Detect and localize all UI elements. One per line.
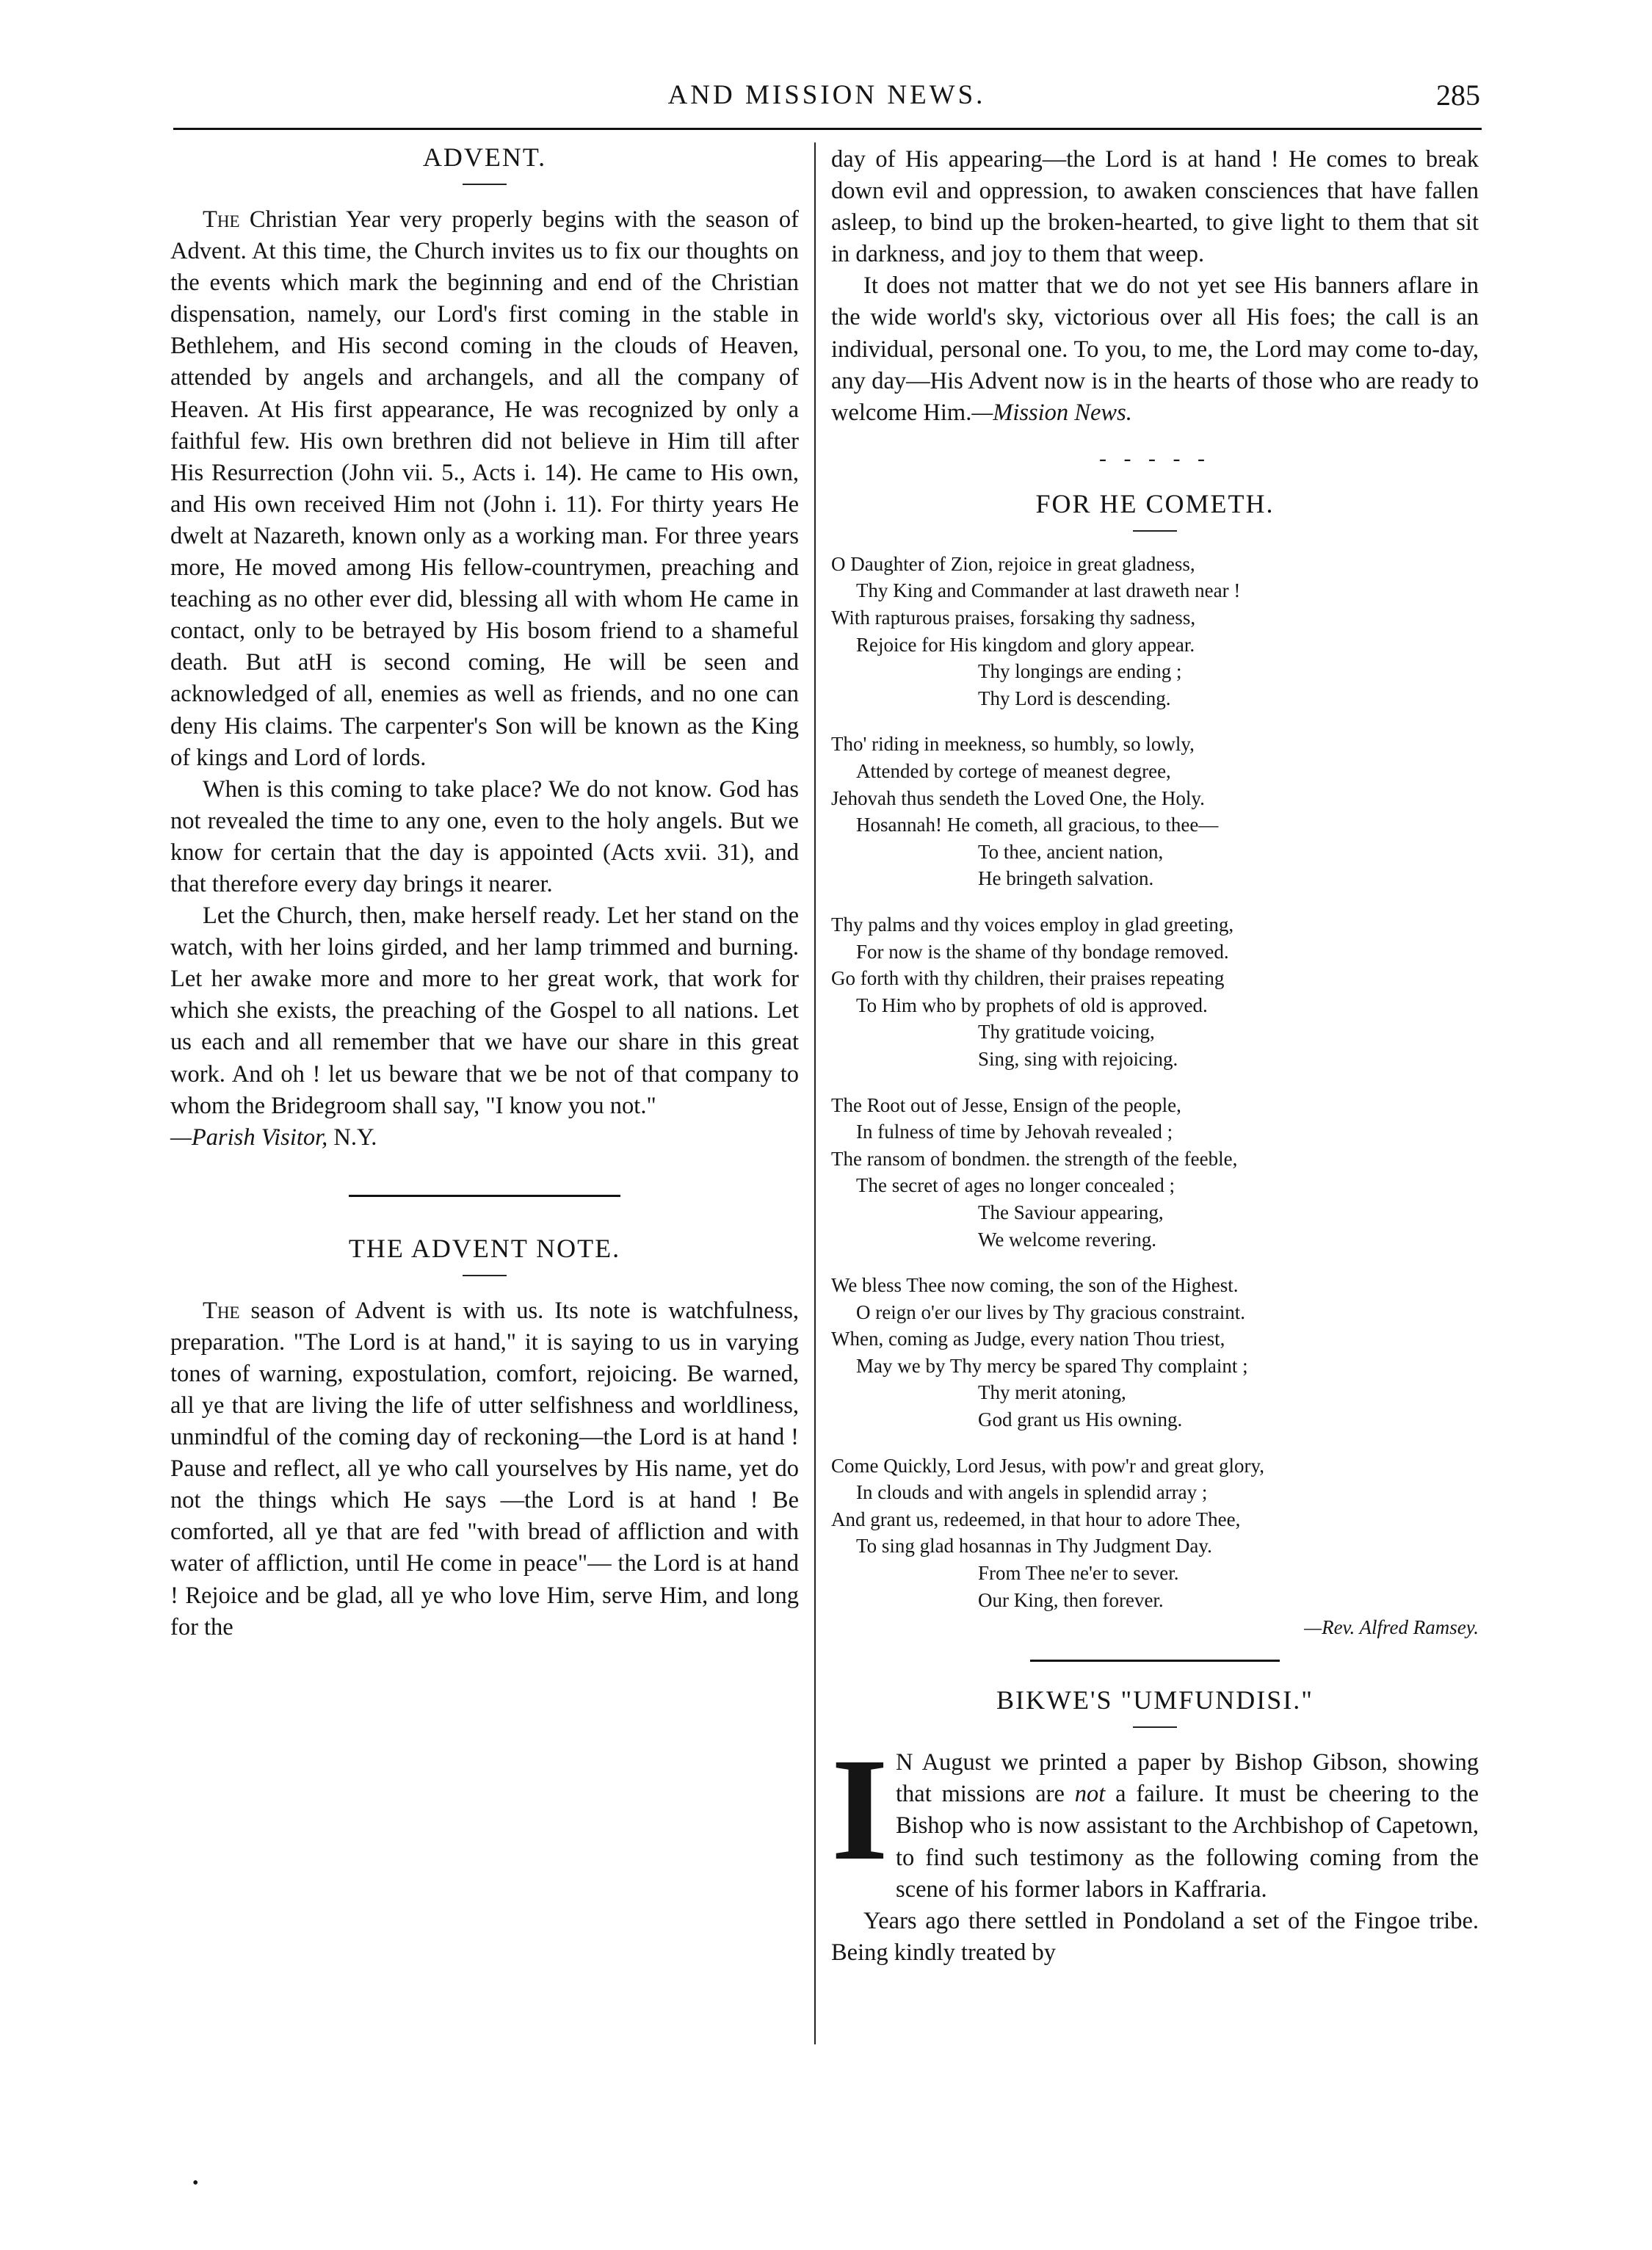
running-title: AND MISSION NEWS. [667,80,986,110]
poem-line: O Daughter of Zion, rejoice in great gladness, [831,552,1195,575]
poem-line: Rejoice for His kingdom and glory appear. [856,633,1195,656]
poem-body [831,551,1479,1639]
advent-note-paragraph-1-text: season of Advent is with us. Its note is watchfulness, preparation. "The Lord is at hand," it is saying to us in varying tones of warning, expostulation, comfort, rejoicing. Be warned, all ye that are living the life of utter selfishness and worldliness, unmindful of the coming day of reckoning—the Lord is at hand ! Pause and reflect, all ye who call yourselves by His name, yet do not the things which He says —the Lord is at hand ! Be comforted, all ye that are fed "with bread of affliction and with water of affliction, until He come in peace"— the Lord is at hand ! Rejoice and be glad, all ye who love Him, serve Him, and long for the [170,1297,799,1641]
poem-line: When, coming as Judge, every nation Thou triest, [831,1328,1225,1350]
section-rule [1030,1660,1280,1662]
poem-line: To sing glad hosannas in Thy Judgment Day. [856,1535,1212,1558]
poem-line: Thy palms and thy voices employ in glad greeting, [831,913,1234,936]
poem-stanza [831,551,1479,712]
poem-line: Thy King and Commander at last draweth near ! [856,579,1241,602]
advent-note-paragraph-1-continued: day of His appearing—the Lord is at hand ! He comes to break down evil and oppression, to awaken consciences that have fallen asleep, to bind up the broken-hearted, to give light to them that sit in darkness, and joy to them that weep. [831,146,1479,268]
title-rule [463,184,507,185]
title-rule [463,1275,507,1276]
bikwe-paragraph-1 [831,1729,1479,1905]
advent-note-paragraph-1 [170,1295,799,1643]
poem-line: The Saviour appearing, [978,1201,1164,1223]
emphasis: not [1074,1781,1106,1808]
title-rule [1133,1726,1177,1728]
title-rule [1133,530,1177,532]
poem-title: FOR HE COMETH. [1035,488,1275,518]
article-bikwe [831,1687,1479,1969]
poem-line: He bringeth salvation. [978,867,1154,890]
poem-line: Attended by cortege of meanest degree, [856,760,1171,782]
column-divider [814,142,816,2044]
poem-line: From Thee ne'er to sever. [978,1562,1179,1585]
poem-for-he-cometh [831,488,1479,1639]
poem-line: Jehovah thus sendeth the Loved One, the Holy. [831,786,1205,809]
poem-line: The Root out of Jesse, Ensign of the people, [831,1093,1181,1116]
advent-paragraph-2: When is this coming to take place? We do not know. God has not revealed the time to any one, even to the holy angels. But we know for certain that the day is appointed (Acts xvii. 31), and that therefore every day brings it nearer. [170,775,799,897]
article-title-bikwe: BIKWE'S "UMFUNDISI." [996,1685,1314,1715]
poem-line: For now is the shame of thy bondage removed. [856,940,1229,963]
poem-line: Go forth with thy children, their praises repeating [831,967,1225,990]
poem-line: Hosannah! He cometh, all gracious, to thee— [856,814,1219,836]
source-place: N.Y. [327,1124,377,1151]
poem-line: Thy merit atoning, [978,1381,1126,1404]
poem-line: Thy longings are ending ; [978,660,1182,683]
poem-line: To Him who by prophets of old is approved. [856,994,1208,1016]
poem-line: May we by Thy mercy be spared Thy complaint ; [856,1354,1248,1377]
poem-stanza [831,731,1479,892]
poem-stanza [831,1272,1479,1433]
article-title-advent: ADVENT. [422,142,547,172]
source-publication: —Parish Visitor, [170,1124,328,1151]
article-advent [170,144,799,1154]
poem-line: The ransom of bondmen. the strength of the feeble, [831,1147,1238,1170]
page-header [173,70,1480,122]
poem-line: We welcome revering. [978,1228,1156,1251]
poem-author: —Rev. Alfred Ramsey. [1304,1616,1479,1639]
poem-line: We bless Thee now coming, the son of the Highest. [831,1274,1239,1297]
left-column [170,144,799,1643]
poem-line: In fulness of time by Jehovah revealed ; [856,1121,1173,1143]
right-column [831,144,1479,1969]
drop-cap: I [831,1729,888,1892]
advent-paragraph-1-text: Christian Year very properly begins with the season of Advent. At this time, the Church invites us to fix our thoughts on the events which mark the beginning and end of the Christian dispensation, namely, our Lord's first coming in the stable in Bethlehem, and His second coming in the clouds of Heaven, attended by angels and archangels, and all the company of Heaven. At His first appearance, He was recognized by only a faithful few. His own brethren did not believe in Him till after His Resurrection (John vii. 5., Acts i. 14). He came to His own, and His own received Him not (John i. 11). For thirty years He dwelt at Nazareth, known only as a working man. For three years more, He moved among His fellow-countrymen, preaching and teaching as no other ever did, blessing all with whom He came in contact, only to be betrayed by His bosom friend to a shameful death. But atH is second coming, He will be seen and acknowledged of all, enemies as well as friends, and no one can deny His claims. The carpenter's Son will be known as the King of kings and Lord of lords. [170,206,799,771]
poem-line: To thee, ancient nation, [978,840,1164,863]
article-title-advent-note: THE ADVENT NOTE. [348,1233,621,1263]
dash-separator: - - - - - [1099,446,1211,471]
poem-stanza [831,1453,1479,1614]
poem-stanza [831,1092,1479,1254]
article-advent-note [170,1235,799,1643]
poem-line: With rapturous praises, forsaking thy sadness, [831,607,1196,629]
poem-line: Come Quickly, Lord Jesus, with pow'r and great glory, [831,1454,1265,1477]
poem-line: Thy gratitude voicing, [978,1021,1155,1043]
advent-source [170,1122,799,1154]
poem-line: And grant us, redeemed, in that hour to adore Thee, [831,1508,1241,1530]
bikwe-paragraph-2: Years ago there settled in Pondoland a set of the Fingoe tribe. Being kindly treated by [831,1907,1479,1966]
poem-line: In clouds and with angels in splendid array ; [856,1481,1208,1504]
poem-line: Sing, sing with rejoicing. [978,1047,1178,1070]
header-rule [173,128,1482,130]
small-caps-lead: The [203,206,240,233]
advent-note-paragraph-2 [831,270,1479,428]
advent-paragraph-3: Let the Church, then, make herself ready. Let her stand on the watch, with her loins girded, and her lamp trimmed and burning. Let her awake more and more to her great work, that work for which she exists, the preaching of the Gospel to all nations. Let us each and all remember that we have our share in this great work. And oh ! let us beware that we be not of that company to whom the Bridegroom shall say, "I know you not." [170,902,799,1119]
page-number: 285 [1436,79,1480,112]
section-rule [349,1195,620,1197]
poem-stanza [831,911,1479,1073]
poem-line: The secret of ages no longer concealed ; [856,1174,1175,1197]
poem-line: Our King, then forever. [978,1588,1164,1611]
poem-line: God grant us His owning. [978,1408,1183,1431]
stray-dot: • [192,2174,199,2193]
poem-line: O reign o'er our lives by Thy gracious constraint. [856,1301,1245,1323]
advent-note-paragraph-2-text: It does not matter that we do not yet see His banners aflare in the wide world's sky, victorious over all His foes; the call is an individual, personal one. To you, to me, the Lord may come to-day, any day—His Advent now is in the hearts of those who are ready to welcome Him. [831,272,1479,426]
bikwe-paragraph-1-text-b: a failure. It must be cheering to the Bishop who is now assistant to the Archbishop of Capetown, to find such testimony as the following coming from the scene of his former labors in Kaffraria. [896,1781,1479,1903]
bikwe-paragraph-1-text-a: N August we printed a paper by Bishop Gibson, showing that missions are [896,1749,1479,1808]
poem-line: Tho' riding in meekness, so humbly, so lowly, [831,733,1195,756]
small-caps-lead: The [203,1297,240,1324]
poem-line: Thy Lord is descending. [978,687,1171,709]
advent-paragraph-1 [170,204,799,774]
advent-note-source: —Mission News. [971,399,1132,426]
